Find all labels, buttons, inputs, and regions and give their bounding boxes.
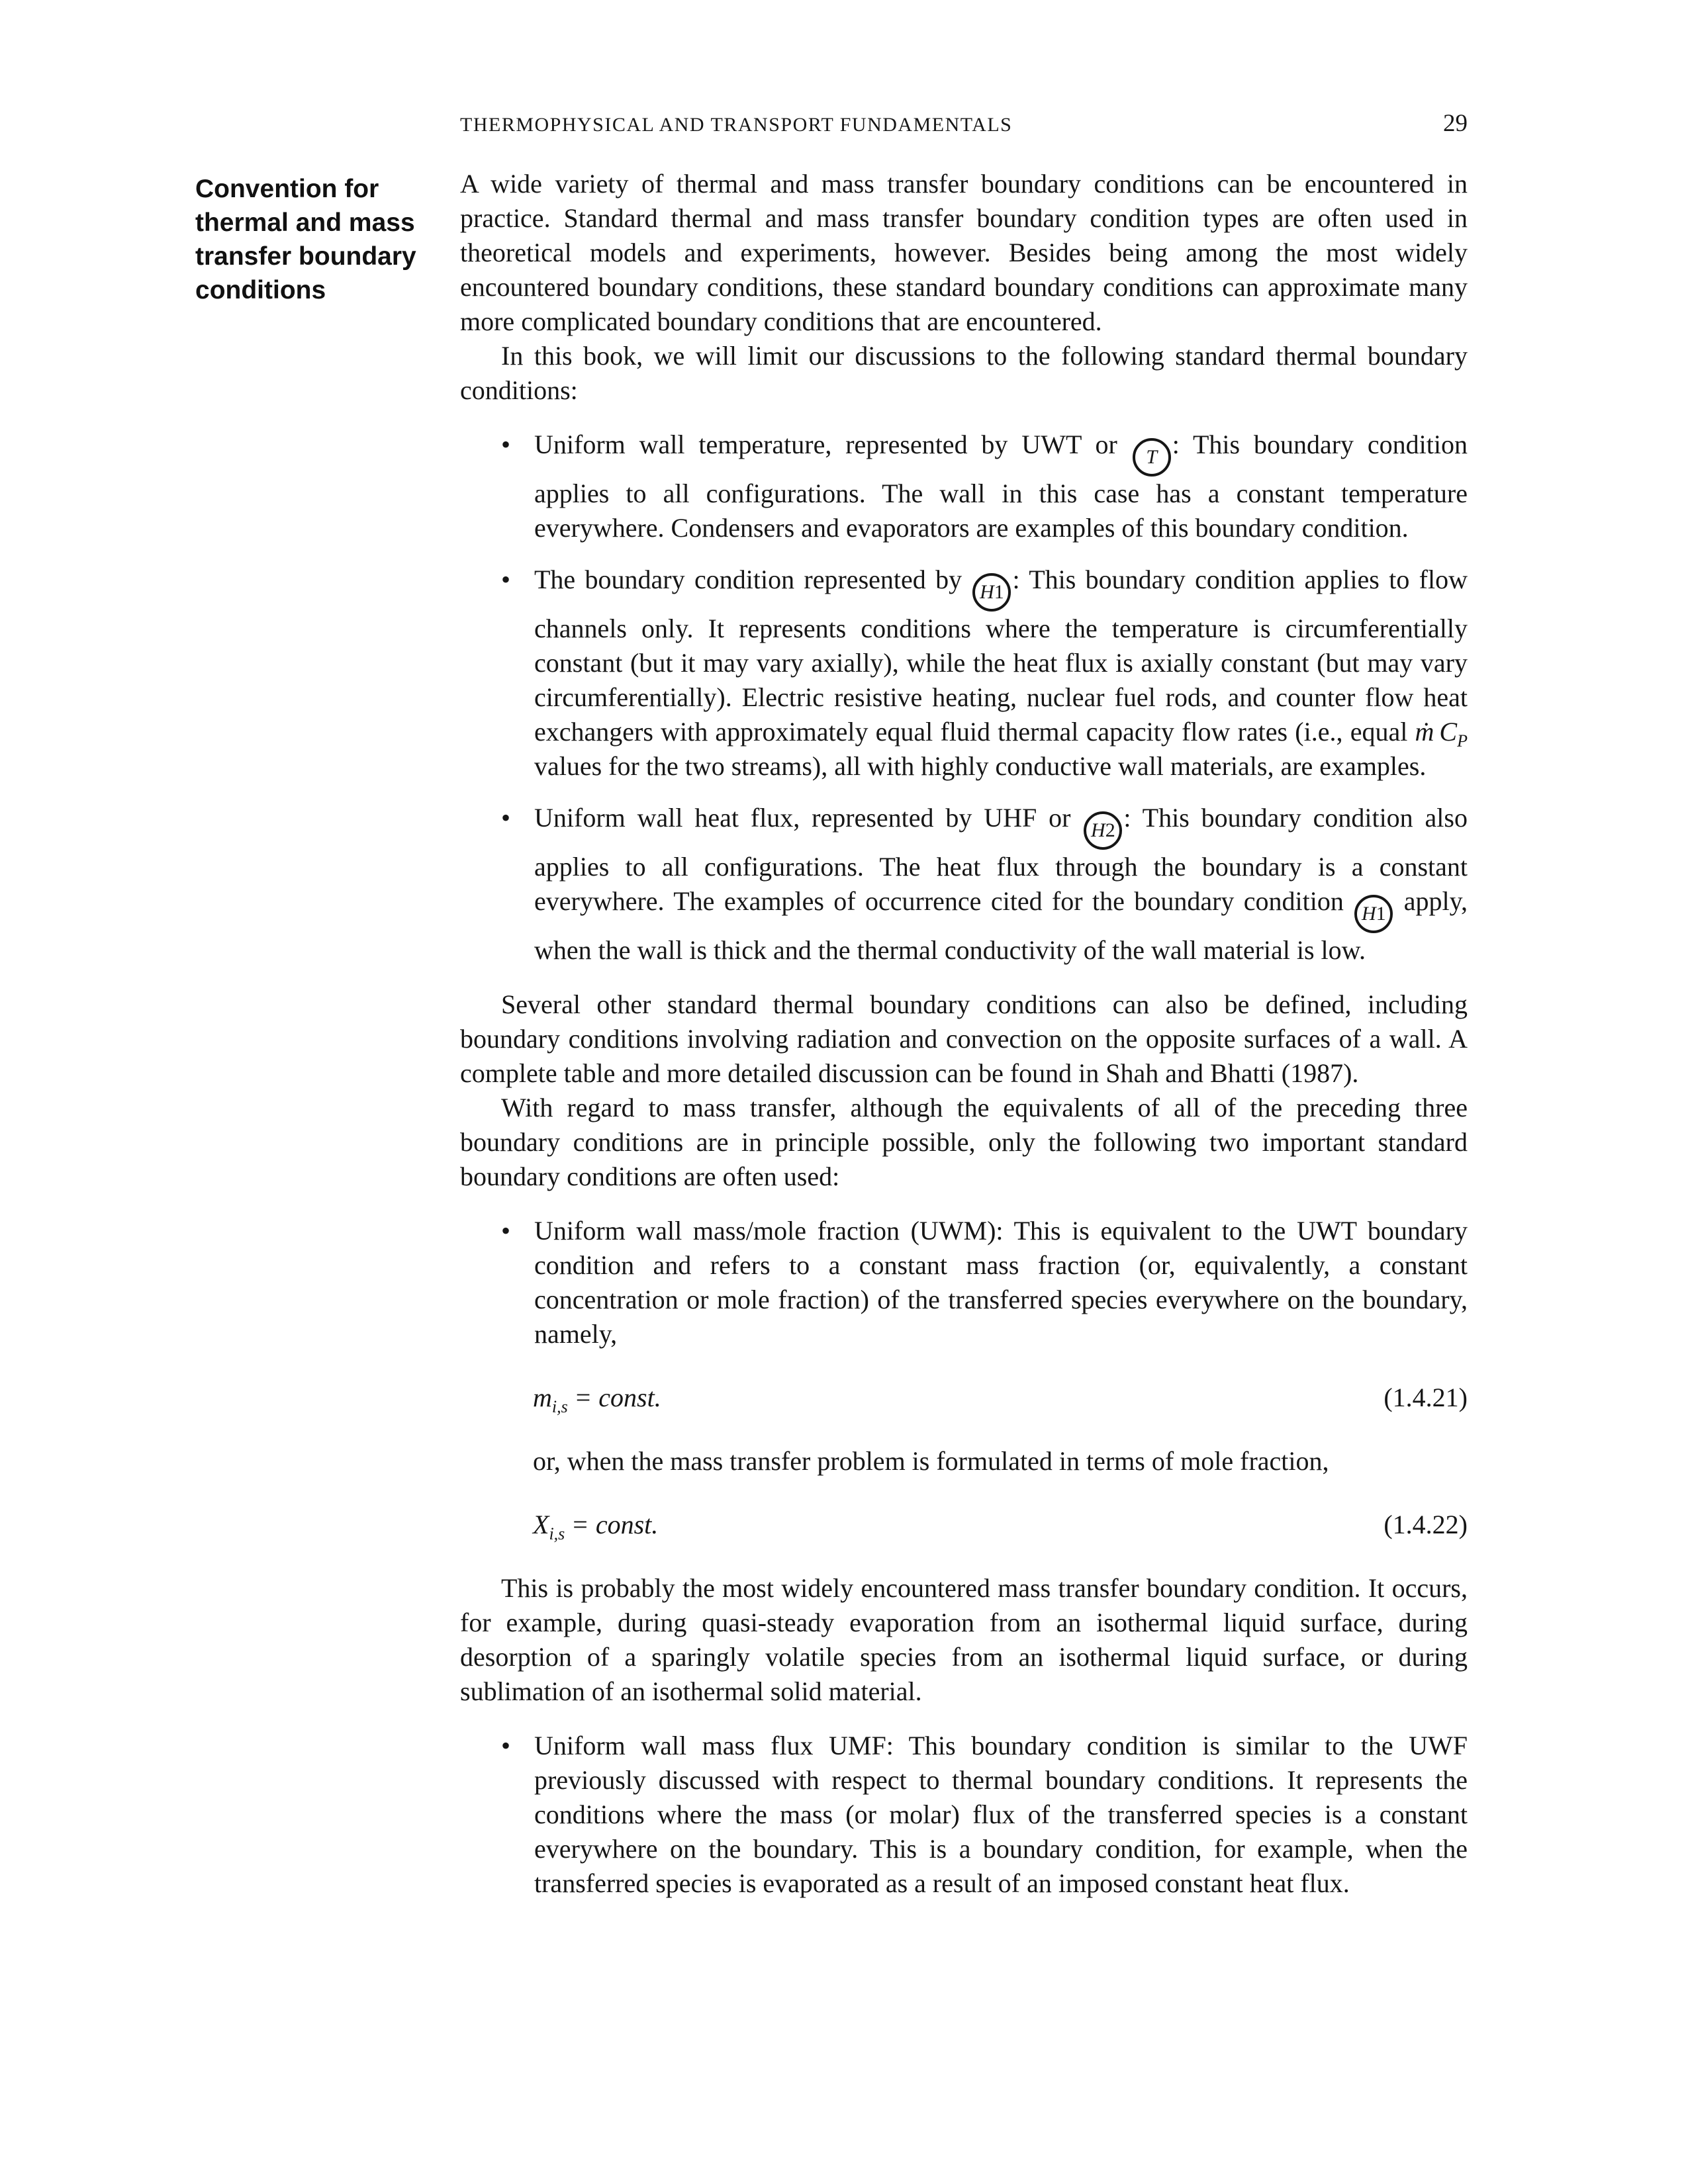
- math-subscript: i,s: [549, 1524, 565, 1543]
- equation-rhs: const.: [598, 1383, 661, 1412]
- symbol-char: H: [1361, 903, 1376, 925]
- running-header-title: THERMOPHYSICAL AND TRANSPORT FUNDAMENTALS: [460, 114, 1013, 136]
- equation: [460, 1508, 1468, 1542]
- text-run: : This boundary condition applies to flow channels only. It represents conditions where the temperature is circumferentially constant (but it may vary axially), while the heat flux is axially constant (but may vary circumferentially). Electric resistive heating, nuclear fuel rods, and counter flow heat exchangers with approximately equal fluid thermal capacity flow rates (i.e., equal: [534, 565, 1468, 747]
- circled-symbol-label: [1091, 821, 1115, 841]
- symbol-char: H: [980, 581, 994, 603]
- equation-number: (1.4.22): [1383, 1510, 1468, 1539]
- math-variable: m: [533, 1383, 552, 1412]
- math-subscript: i,s: [551, 1397, 568, 1416]
- circled-symbol-t: [1133, 438, 1171, 477]
- bullet-list: [460, 1214, 1468, 1351]
- body-content: [460, 167, 1468, 1921]
- math-variable: X: [533, 1510, 549, 1539]
- running-header: [460, 109, 1468, 138]
- paragraph: A wide variety of thermal and mass transfer boundary conditions can be encountered in practice. Standard thermal and mass transfer boundary condition types are often used in theoretical models and experiments, however. Besides being among the most widely encountered boundary conditions, these standard boundary conditions can approximate many more complicated boundary conditions that are encountered.: [460, 169, 1468, 336]
- math-variable: $C_P$: [1439, 717, 1468, 751]
- bullet-item: [460, 1729, 1468, 1901]
- text-run: Uniform wall mass/mole fraction (UWM): This is equivalent to the UWT boundary condition and refers to a constant mass fraction (or, equivalently, a constant concentration or mole fraction) of the transferred species everywhere on the boundary, namely,: [534, 1216, 1468, 1349]
- equation-lhs: [533, 1508, 658, 1542]
- equation-lhs: [533, 1381, 661, 1415]
- circled-symbol-label: [1362, 904, 1386, 924]
- symbol-char: T: [1146, 446, 1158, 468]
- paragraph: With regard to mass transfer, although the equivalents of all of the preceding three boundary conditions are in principle possible, only the following two important standard boundary conditions are often used:: [460, 1093, 1468, 1191]
- text-run: apply, when the wall is thick and the thermal conductivity of the wall material is low.: [534, 886, 1468, 965]
- paragraph: In this book, we will limit our discussions to the following standard thermal boundary conditions:: [460, 341, 1468, 405]
- text-run: Uniform wall heat flux, represented by UHF or: [534, 803, 1083, 833]
- paragraph: or, when the mass transfer problem is formulated in terms of mole fraction,: [533, 1446, 1329, 1476]
- circled-symbol-h2: [1084, 811, 1122, 850]
- paragraph: Several other standard thermal boundary conditions can also be defined, including boundary conditions involving radiation and convection on the opposite surfaces of a wall. A complete table and more detailed discussion can be found in Shah and Bhatti (1987).: [460, 989, 1468, 1088]
- symbol-char: 2: [1105, 819, 1115, 841]
- bullet-item: [460, 801, 1468, 968]
- page-number: 29: [1443, 110, 1468, 137]
- equals-sign: =: [575, 1383, 591, 1412]
- bullet-list: [460, 1729, 1468, 1901]
- circled-symbol-label: [980, 582, 1004, 602]
- text-run: The boundary condition represented by: [534, 565, 972, 594]
- circled-symbol-h1: [972, 573, 1011, 612]
- symbol-char: 1: [994, 581, 1004, 603]
- symbol-char: H: [1091, 819, 1105, 841]
- equation-rhs: const.: [595, 1510, 659, 1539]
- text-run: : This boundary condition also applies to all configurations. The heat flux through the boundary is a constant everywhere. The examples of occurrence cited for the boundary condition: [534, 803, 1468, 916]
- text-run: values for the two streams), all with highly conductive wall materials, are examples.: [534, 751, 1427, 781]
- math-variable: ṁ: [1415, 717, 1434, 747]
- equation: [460, 1381, 1468, 1415]
- equals-sign: =: [573, 1510, 588, 1539]
- circled-symbol-label: [1146, 447, 1157, 467]
- margin-heading: Convention for thermal and mass transfer boundary conditions: [195, 175, 416, 304]
- equation-number: (1.4.21): [1383, 1383, 1468, 1412]
- circled-symbol-h1: [1354, 895, 1393, 933]
- text-run: Uniform wall mass flux UMF: This boundary condition is similar to the UWF previously discussed with respect to thermal boundary conditions. It represents the conditions where the mass (or molar) flux of the transferred species is a constant everywhere on the boundary. This is a boundary condition, for example, when the transferred species is evaporated as a result of an imposed constant heat flux.: [534, 1731, 1468, 1898]
- math-subscript: P: [1457, 731, 1468, 751]
- bullet-item: [460, 563, 1468, 784]
- symbol-char: 1: [1376, 903, 1386, 925]
- text-run: : This boundary condition applies to all configurations. The wall in this case has a constant temperature everywhere. Condensers and evaporators are examples of this boundary condition.: [534, 430, 1468, 543]
- bullet-item: [460, 428, 1468, 545]
- bullet-item: [460, 1214, 1468, 1351]
- paragraph: This is probably the most widely encountered mass transfer boundary condition. It occurs, for example, during quasi-steady evaporation from an isothermal liquid surface, during desorption of a sparingly volatile species from an isothermal liquid surface, or during sublimation of an isothermal solid material.: [460, 1573, 1468, 1706]
- bullet-list: [460, 428, 1468, 968]
- text-run: Uniform wall temperature, represented by UWT or: [534, 430, 1131, 459]
